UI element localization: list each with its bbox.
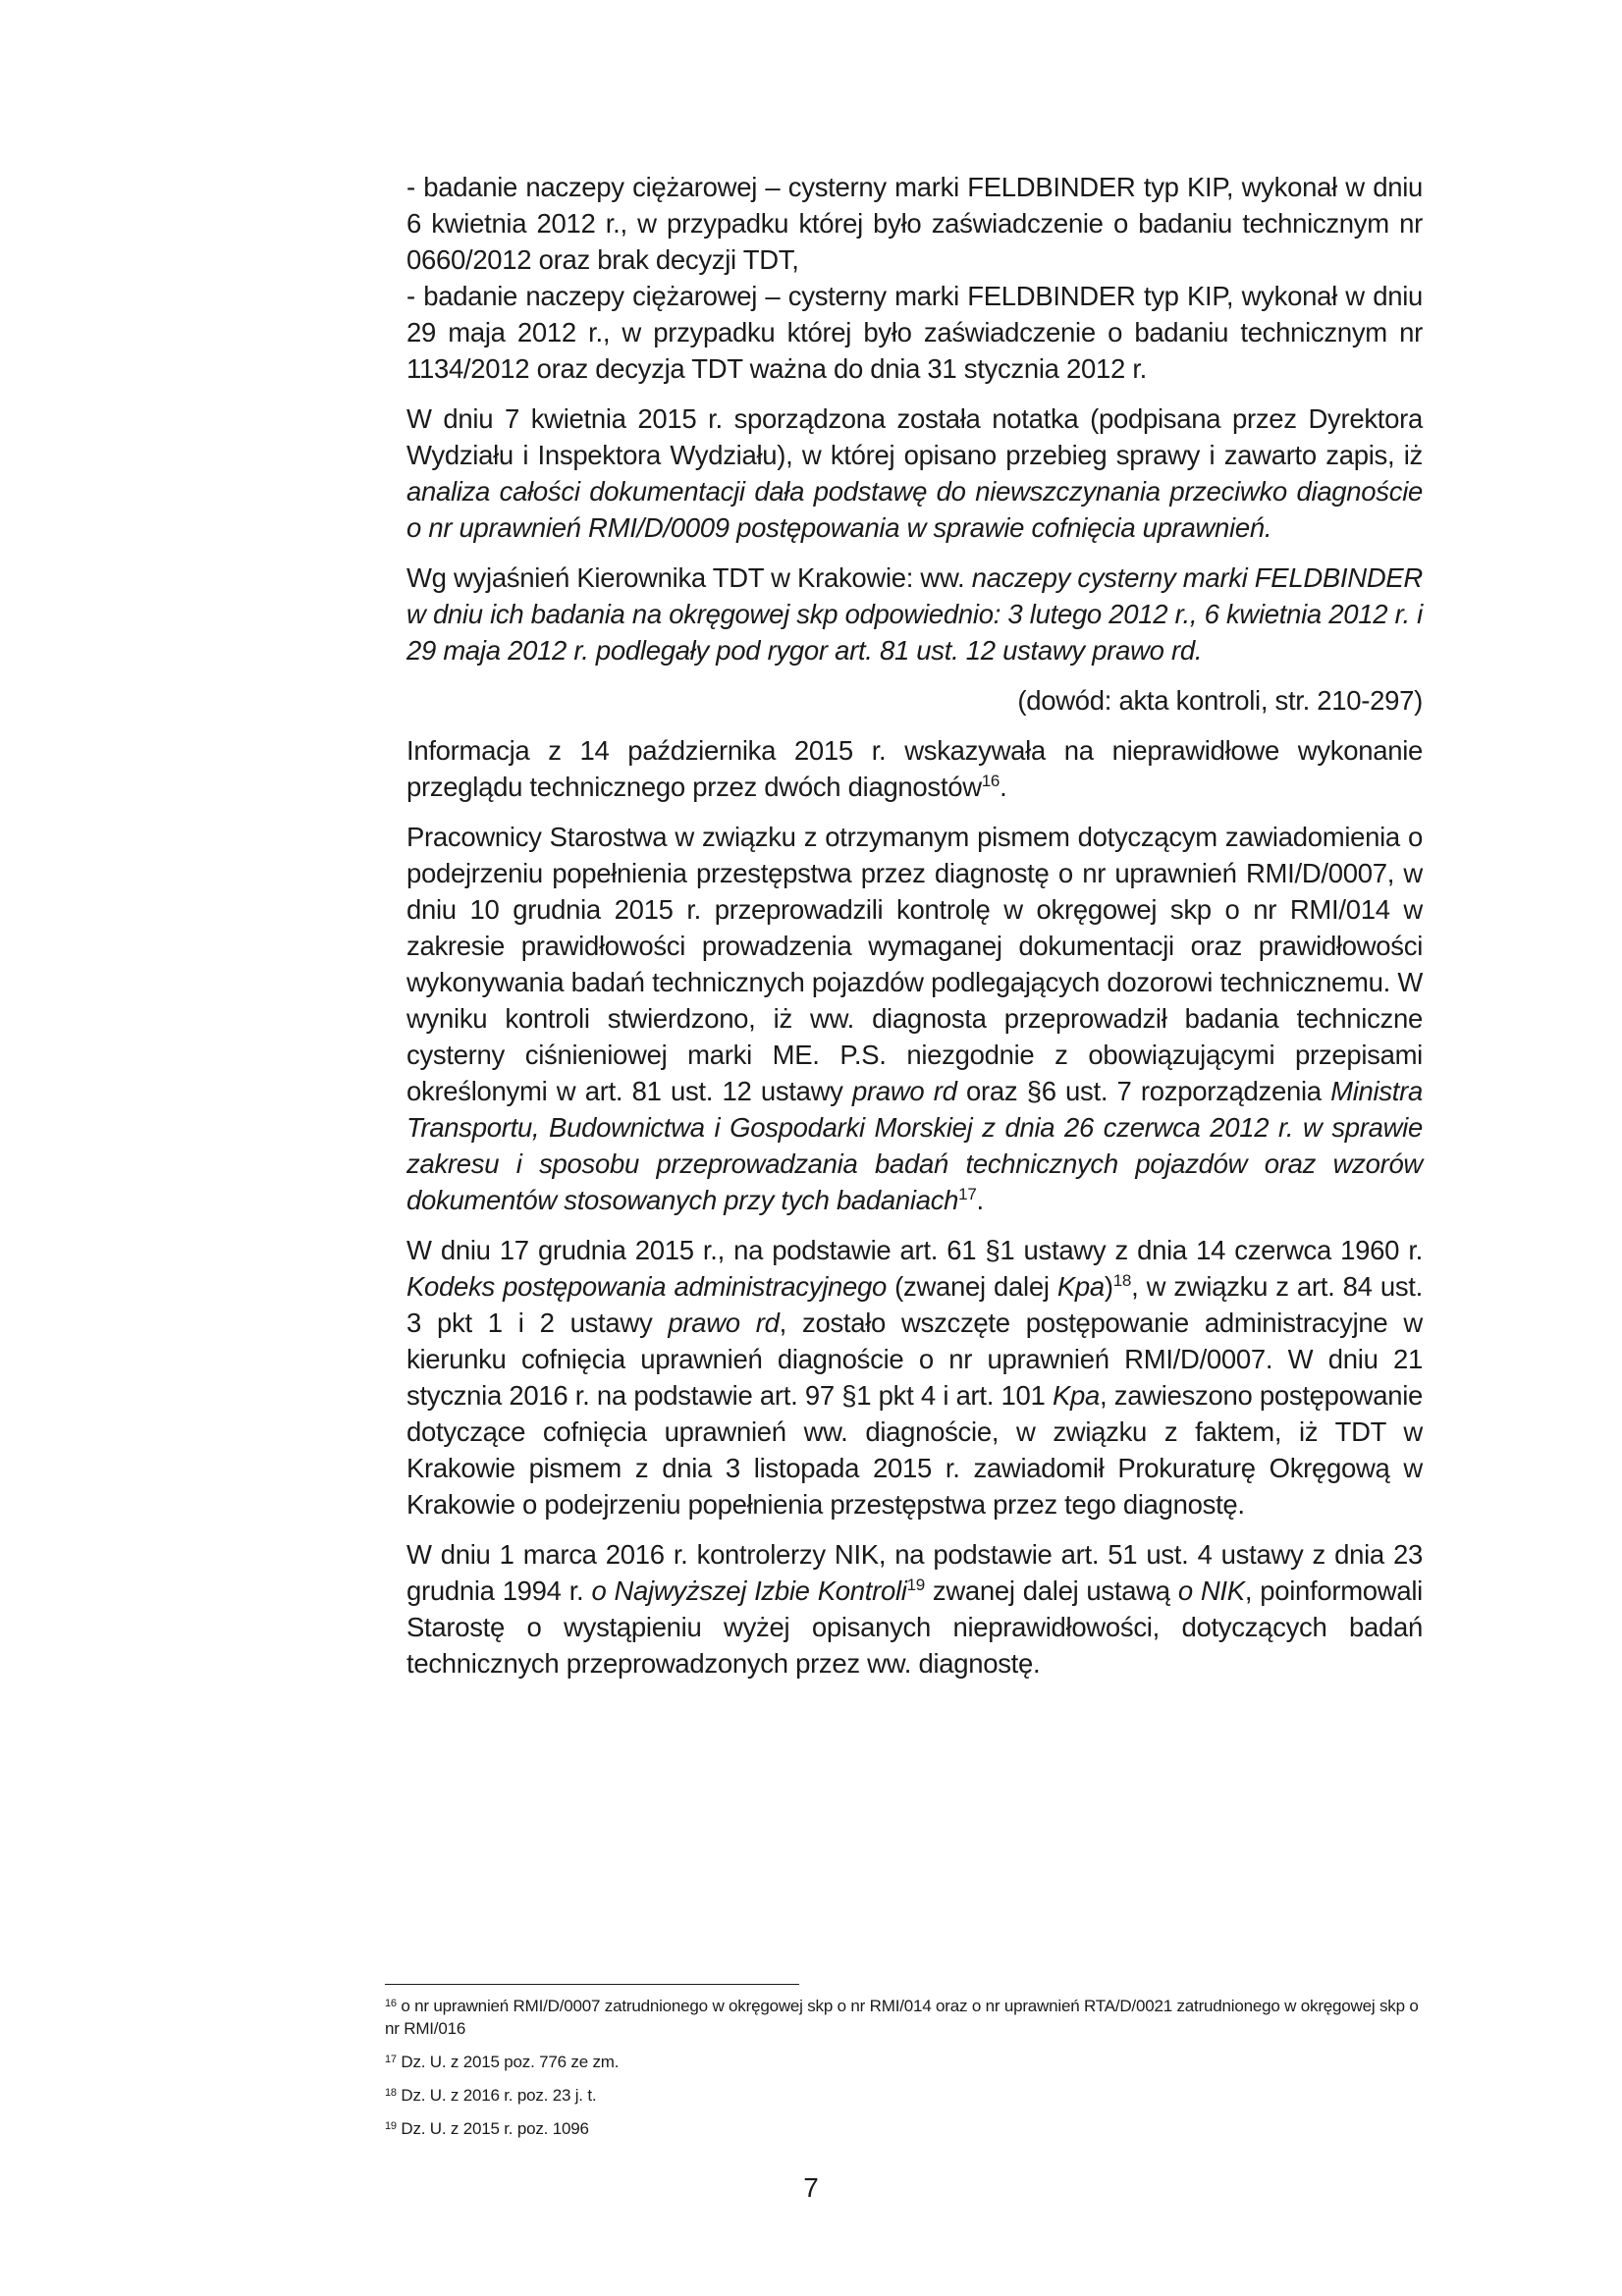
main-text <box>406 169 1423 1695</box>
footnotes <box>385 1995 1423 2151</box>
paragraph-text: Pracownicy Starostwa w związku z otrzymanym pismem dotyczącym zawiadomienia o podejrzeniu popełnienia przestępstwa przez diagnostę o nr uprawnień RMI/D/0007, w dniu 10 grudnia 2015 r. przeprowadzili kontrolę w okręgowej skp o nr RMI/014 w zakresie prawidłowości prowadzenia wymaganej dokumentacji oraz prawidłowości wykonywania badań technicznych pojazdów podlegających dozorowi technicznemu. W wyniku kontroli stwierdzono, iż ww. diagnosta przeprowadził badania techniczne cysterny ciśnieniowej marki ME. P.S. niezgodnie z obowiązującymi przepisami określonymi w art. 81 ust. 12 ustawy <box>406 822 1423 1106</box>
paragraph-text: , zawieszono postępowanie dotyczące cofnięcia uprawnień ww. diagnoście, w związku z faktem, iż TDT w Krakowie pismem z dnia 3 listopada 2015 r. zawiadomił Prokuraturę Okręgową w Krakowie o podejrzeniu popełnienia przestępstwa przez tego diagnostę. <box>406 1380 1423 1520</box>
paragraph-text: W dniu 7 kwietnia 2015 r. sporządzona została notatka (podpisana przez Dyrektora Wydziału i Inspektora Wydziału), w której opisano przebieg sprawy i zawarto zapis, iż <box>406 403 1423 470</box>
paragraph-text: ) <box>1104 1271 1113 1302</box>
evidence-reference: (dowód: akta kontroli, str. 210-297) <box>1017 685 1423 716</box>
paragraph-text: . <box>976 1185 984 1215</box>
paragraph-text: W dniu 17 grudnia 2015 r., na podstawie art. 61 §1 ustawy z dnia 14 czerwca 1960 r. <box>406 1235 1423 1265</box>
paragraph-text: , poinformowali Starostę o wystąpieniu wyżej opisanych nieprawidłowości, dotyczących badań technicznych przeprowadzonych przez ww. diagnostę. <box>406 1575 1423 1679</box>
paragraph-text: W dniu 1 marca 2016 r. kontrolerzy NIK, na podstawie art. 51 ust. 4 ustawy z dnia 23 grudnia 1994 r. <box>406 1539 1423 1606</box>
paragraph-text: , zostało wszczęte postępowanie administracyjne w kierunku cofnięcia uprawnień diagnoście o nr uprawnień RMI/D/0007. W dniu 21 stycznia 2016 r. na podstawie art. 97 §1 pkt 4 i art. 101 <box>406 1308 1423 1411</box>
paragraph-text: . <box>1000 772 1007 802</box>
paragraph-explanation <box>406 560 1423 668</box>
paragraph-text: (zwanej dalej <box>886 1271 1057 1302</box>
footnote-ref: 18 <box>1112 1271 1132 1290</box>
italic-term: Kodeks postępowania administracyjnego <box>406 1271 887 1302</box>
paragraph-proceedings <box>406 1232 1423 1522</box>
paragraph-note <box>406 400 1423 546</box>
page-number: 7 <box>803 2172 819 2203</box>
footnote-number: 16 <box>385 1998 397 2009</box>
italic-term: prawo rd <box>852 1076 957 1106</box>
paragraph-text: oraz §6 ust. 7 rozporządzenia <box>956 1076 1331 1106</box>
footnote-number: 19 <box>385 2120 397 2132</box>
footnote-text: Dz. U. z 2016 r. poz. 23 j. t. <box>396 2086 597 2105</box>
italic-quote: naczepy cysterny marki FELDBINDER w dniu ich badania na okręgowej skp odpowiednio: 3 lutego 2012 r., 6 kwietnia 2012 r. i 29 maja 2012 r. podlegały pod rygor art. 81 ust. 12 ustawy prawo rd. <box>406 562 1423 666</box>
footnote-number: 17 <box>385 2054 397 2065</box>
footnote-18 <box>385 2084 1423 2107</box>
paragraph-text: Wg wyjaśnień Kierownika TDT w Krakowie: ww. <box>406 562 972 593</box>
italic-term: Kpa <box>1056 1271 1105 1302</box>
footnote-ref: 19 <box>906 1575 925 1594</box>
italic-term: o NIK <box>1177 1575 1245 1606</box>
italic-regulation-title: Ministra Transportu, Budownictwa i Gospodarki Morskiej z dnia 26 czerwca 2012 r. w sprawie zakresu i sposobu przeprowadzania badań technicznych pojazdów oraz wzorów dokumentów stosowanych przy tych badaniach <box>406 1076 1424 1215</box>
paragraph-bullet-2: - badanie naczepy ciężarowej – cysterny marki FELDBINDER typ KIP, wykonał w dniu 29 maja 2012 r., w przypadku której było zaświadczenie o badaniu technicznym nr 1134/2012 oraz decyzja TDT ważna do dnia 31 stycznia 2012 r. <box>406 281 1423 384</box>
footnote-16 <box>385 1995 1423 2040</box>
paragraph-text: , w związku z art. 84 ust. 3 pkt 1 i 2 ustawy <box>406 1271 1423 1338</box>
paragraph-information <box>406 732 1423 805</box>
footnote-ref: 17 <box>958 1185 977 1203</box>
paragraph-text: zwanej dalej ustawą <box>924 1575 1178 1606</box>
paragraph-nik <box>406 1536 1423 1682</box>
footnote-text: Dz. U. z 2015 r. poz. 1096 <box>396 2119 589 2138</box>
italic-term: Kpa <box>1052 1380 1100 1411</box>
paragraph-bullet-1: - badanie naczepy ciężarowej – cysterny marki FELDBINDER typ KIP, wykonał w dniu 6 kwietnia 2012 r., w przypadku której było zaświadczenie o badaniu technicznym nr 0660/2012 oraz brak decyzji TDT, <box>406 172 1423 275</box>
footnote-text: o nr uprawnień RMI/D/0007 zatrudnionego w okręgowej skp o nr RMI/014 oraz o nr uprawnień RTA/D/0021 zatrudnionego w okręgowej skp o nr RMI/016 <box>385 1997 1419 2038</box>
italic-quote: analiza całości dokumentacji dała podstawę do niewszczynania przeciwko diagnoście o nr uprawnień RMI/D/0009 postępowania w sprawie cofnięcia uprawnień. <box>406 476 1423 543</box>
italic-term: o Najwyższej Izbie Kontroli <box>591 1575 907 1606</box>
italic-term: prawo rd <box>668 1308 780 1338</box>
footnote-number: 18 <box>385 2087 397 2099</box>
footnote-19 <box>385 2117 1423 2140</box>
paragraph-inspection <box>406 819 1423 1218</box>
footnote-ref: 16 <box>981 772 1000 790</box>
footnote-17 <box>385 2051 1423 2073</box>
paragraph-text: Informacja z 14 października 2015 r. wskazywała na nieprawidłowe wykonanie przeglądu technicznego przez dwóch diagnostów <box>406 735 1423 802</box>
footnote-text: Dz. U. z 2015 poz. 776 ze zm. <box>396 2053 620 2071</box>
footnote-separator <box>385 1984 799 1985</box>
